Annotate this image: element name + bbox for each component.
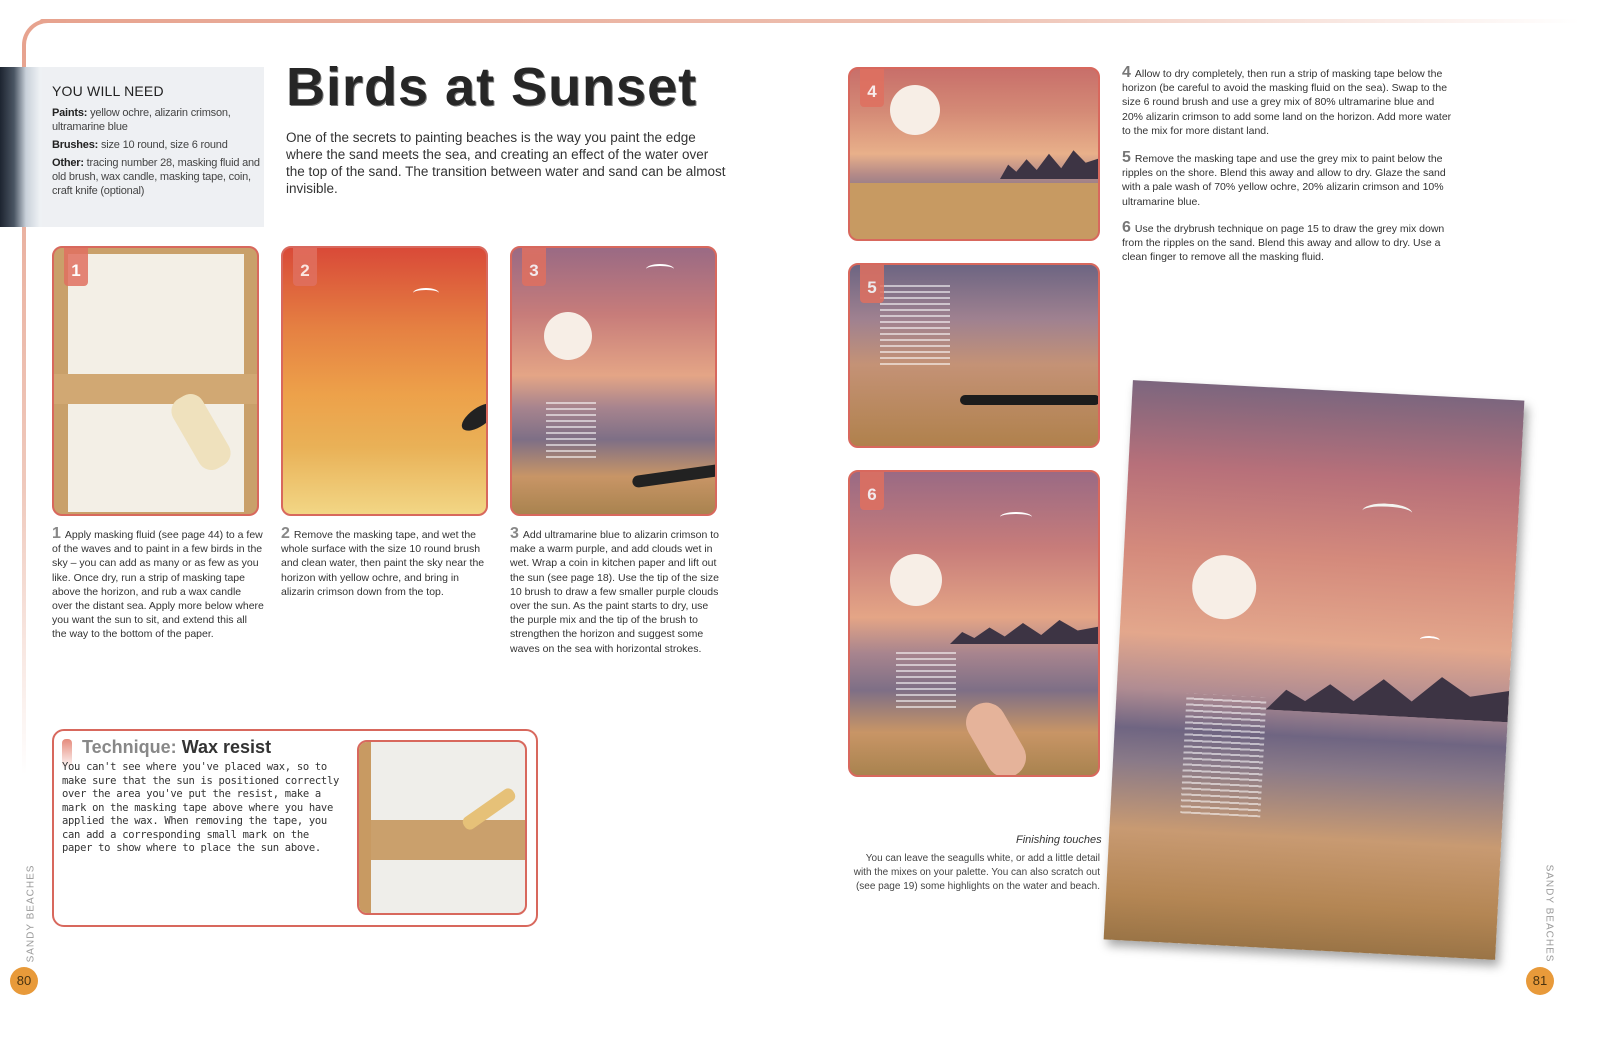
- mountain-silhouette: [1266, 658, 1510, 723]
- step-2-text: [281, 527, 493, 599]
- step-4-text: [1122, 66, 1452, 138]
- seagull-icon: [1362, 502, 1413, 522]
- step-1-photo: [52, 246, 259, 516]
- technique-title: [82, 737, 271, 758]
- page-number-right: 81: [1526, 967, 1554, 995]
- step-4-label: 4: [1122, 64, 1131, 81]
- step-3-photo: [510, 246, 717, 516]
- materials-paints: [52, 106, 260, 134]
- section-label-left: SANDY BEACHES: [25, 864, 37, 963]
- paper-sheet-top: [68, 254, 244, 394]
- step-3-number: 3: [522, 248, 546, 286]
- other-label: Other:: [52, 157, 84, 169]
- seagull-icon: [646, 264, 674, 274]
- step-2-number: 2: [293, 248, 317, 286]
- technique-name: Wax resist: [181, 737, 272, 757]
- step-4-number: 4: [860, 69, 884, 107]
- masking-tape-strip: [850, 183, 1100, 241]
- brushes-label: Brushes:: [52, 139, 99, 151]
- step-5-text: [1122, 151, 1452, 209]
- other-value: tracing number 28, masking fluid and old brush, wax candle, masking tape, coin, craft knife (optional): [52, 157, 260, 197]
- brush-icon: [960, 395, 1100, 405]
- step-5-label: 5: [1122, 149, 1131, 166]
- page-title: Birds at Sunset: [286, 57, 698, 117]
- technique-text: You can't see where you've placed wax, so to make sure that the sun is positioned correctly over the area you've put the resist, make a mark on the masking tape above where you have applied the wax. When removing the tape, you can add a corresponding small mark on the paper to show where to place the sun above.: [62, 761, 339, 854]
- intro-paragraph: One of the secrets to painting beaches is the way you paint the edge where the sand meets the sea, and creating an effect of the water over the top of the sand. The transition between water and sand can be almost invisible.: [286, 130, 726, 196]
- step-4-body: Allow to dry completely, then run a strip of masking tape below the horizon (be careful to avoid the masking fluid on the sea). Swap to the size 6 round brush and use a grey mix of 80% ultramarine blue and 20% alizarin crimson to add some land on the horizon. Add more water to the mix for more distant land.: [1122, 68, 1452, 137]
- step-6-label: 6: [1122, 219, 1131, 236]
- step-3-body: Add ultramarine blue to alizarin crimson to make a warm purple, and add clouds wet in wet. Wrap a coin in kitchen paper and lift out the sun (see page 18). Use the tip of the size 10 brush to draw a few smaller purple clouds over the sun. As the paint starts to dry, use the purple mix and the tip of the brush to strengthen the horizon and suggest some waves on the sea with horizontal strokes.: [510, 529, 719, 655]
- page-frame-top: [40, 19, 1580, 23]
- masking-tape-strip: [359, 820, 527, 860]
- paints-value: yellow ochre, alizarin crimson, ultramarine blue: [52, 107, 231, 133]
- sun-disc: [890, 554, 942, 606]
- seagull-icon: [413, 288, 439, 298]
- paints-label: Paints:: [52, 107, 88, 119]
- step-5-photo: [848, 263, 1100, 448]
- water-shimmer: [880, 285, 950, 365]
- page-number-left: 80: [10, 967, 38, 995]
- materials-title: YOU WILL NEED: [52, 83, 164, 99]
- brush-icon: [457, 398, 488, 436]
- water-shimmer: [546, 398, 596, 458]
- step-6-body: Use the drybrush technique on page 15 to draw the grey mix down from the ripples on the sand. Blend this away and allow to dry. Use a clean finger to remove all the masking fluid.: [1122, 223, 1445, 264]
- water-shimmer: [896, 648, 956, 708]
- mountain-silhouette: [1000, 143, 1100, 179]
- step-6-number: 6: [860, 472, 884, 510]
- materials-other: [52, 156, 260, 198]
- masking-tape-strip: [54, 374, 259, 404]
- step-2-body: Remove the masking tape, and wet the whole surface with the size 10 round brush and clean water, then paint the sky near the horizon with yellow ochre, and bring in alizarin crimson down from the top.: [281, 529, 485, 598]
- finishing-title: Finishing touches: [1016, 834, 1102, 846]
- sun-disc: [544, 312, 592, 360]
- step-5-number: 5: [860, 265, 884, 303]
- technique-label: Technique:: [82, 737, 177, 757]
- step-3-label: 3: [510, 525, 519, 542]
- technique-photo: [357, 740, 527, 915]
- sun-disc: [890, 85, 940, 135]
- board-edge: [359, 742, 371, 915]
- step-1-number: 1: [64, 248, 88, 286]
- step-3-text: [510, 527, 722, 656]
- materials-brushes: [52, 138, 260, 152]
- mountain-silhouette: [950, 614, 1100, 644]
- finger-icon: [959, 695, 1034, 777]
- step-1-text: [52, 527, 264, 642]
- seagull-icon: [1420, 635, 1440, 644]
- brush-icon: [632, 464, 717, 488]
- brushes-value: size 10 round, size 6 round: [98, 139, 228, 151]
- step-6-photo: [848, 470, 1100, 777]
- final-painting: [1104, 380, 1525, 960]
- water-shimmer: [1180, 693, 1266, 817]
- step-1-body: Apply masking fluid (see page 44) to a few of the waves and to paint in a few birds in the sky – you can add as many or as few as you like. Once dry, run a strip of masking tape above the horizon, and rub a wax candle over the distant sea. Apply more below where you want the sun to sit, and extend this all the way to the bottom of the paper.: [52, 529, 264, 641]
- sun-disc: [1191, 554, 1258, 621]
- section-label-right: SANDY BEACHES: [1543, 864, 1555, 963]
- step-2-label: 2: [281, 525, 290, 542]
- step-2-photo: [281, 246, 488, 516]
- page-frame-corner: [22, 19, 66, 63]
- step-1-label: 1: [52, 525, 61, 542]
- finishing-text: You can leave the seagulls white, or add a little detail with the mixes on your palette. You can also scratch out (see page 19) some highlights on the water and beach.: [853, 853, 1100, 893]
- seagull-icon: [1000, 512, 1032, 522]
- step-4-photo: [848, 67, 1100, 241]
- step-5-body: Remove the masking tape and use the grey mix to paint below the ripples on the shore. Blend this away and allow to dry. Glaze the sand with a pale wash of 70% yellow ochre, 20% alizarin crimson and 10% ultramarine blue.: [1122, 153, 1446, 208]
- step-6-text: [1122, 221, 1452, 265]
